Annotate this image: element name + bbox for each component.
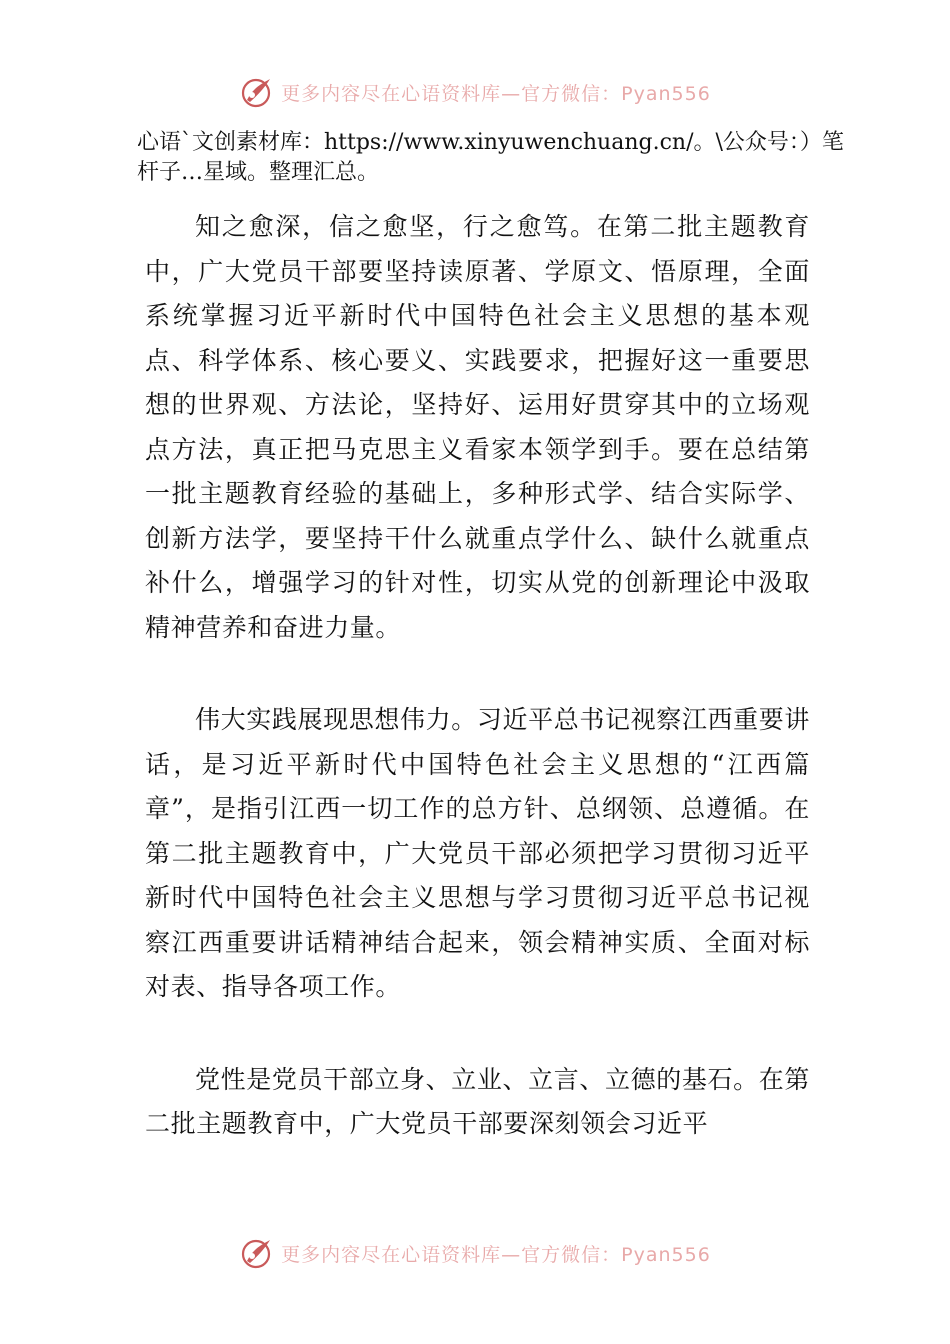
- brush-logo-icon: [239, 1235, 275, 1271]
- footer-watermark: [0, 1235, 950, 1271]
- paragraph: 伟大实践展现思想伟力。习近平总书记视察江西重要讲话，是习近平新时代中国特色社会主义思想的“江西篇章”，是指引江西一切工作的总方针、总纲领、总遵循。在第二批主题教育中，广大党员干部必须把学习贯彻习近平新时代中国特色社会主义思想与学习贯彻习近平总书记视察江西重要讲话精神结合起来，领会精神实质、全面对标对表、指导各项工作。: [145, 705, 810, 1001]
- paragraph: 党性是党员干部立身、立业、立言、立德的基石。在第二批主题教育中，广大党员干部要深刻领会习近平: [145, 1064, 810, 1138]
- brush-logo-icon: [239, 74, 275, 110]
- watermark-text: 更多内容尽在心语资料库—官方微信：Pyan556: [281, 82, 711, 105]
- paragraph: 知之愈深，信之愈坚，行之愈笃。在第二批主题教育中，广大党员干部要坚持读原著、学原文、悟原理，全面系统掌握习近平新时代中国特色社会主义思想的基本观点、科学体系、核心要义、实践要求，把握好这一重要思想的世界观、方法论，坚持好、运用好贯穿其中的立场观点方法，真正把马克思主义看家本领学到手。要在总结第一批主题教育经验的基础上，多种形式学、结合实际学、创新方法学，要坚持干什么就重点学什么、缺什么就重点补什么，增强学习的针对性，切实从党的创新理论中汲取精神营养和奋进力量。: [145, 212, 810, 642]
- watermark-text: 更多内容尽在心语资料库—官方微信：Pyan556: [281, 1243, 711, 1266]
- source-line: 心语`文创素材库：https://www.xinyuwenchuang.cn/。\公众号：）笔杆子…星域。整理汇总。: [137, 130, 844, 185]
- document-body: [145, 205, 810, 1195]
- header-watermark: [0, 74, 950, 110]
